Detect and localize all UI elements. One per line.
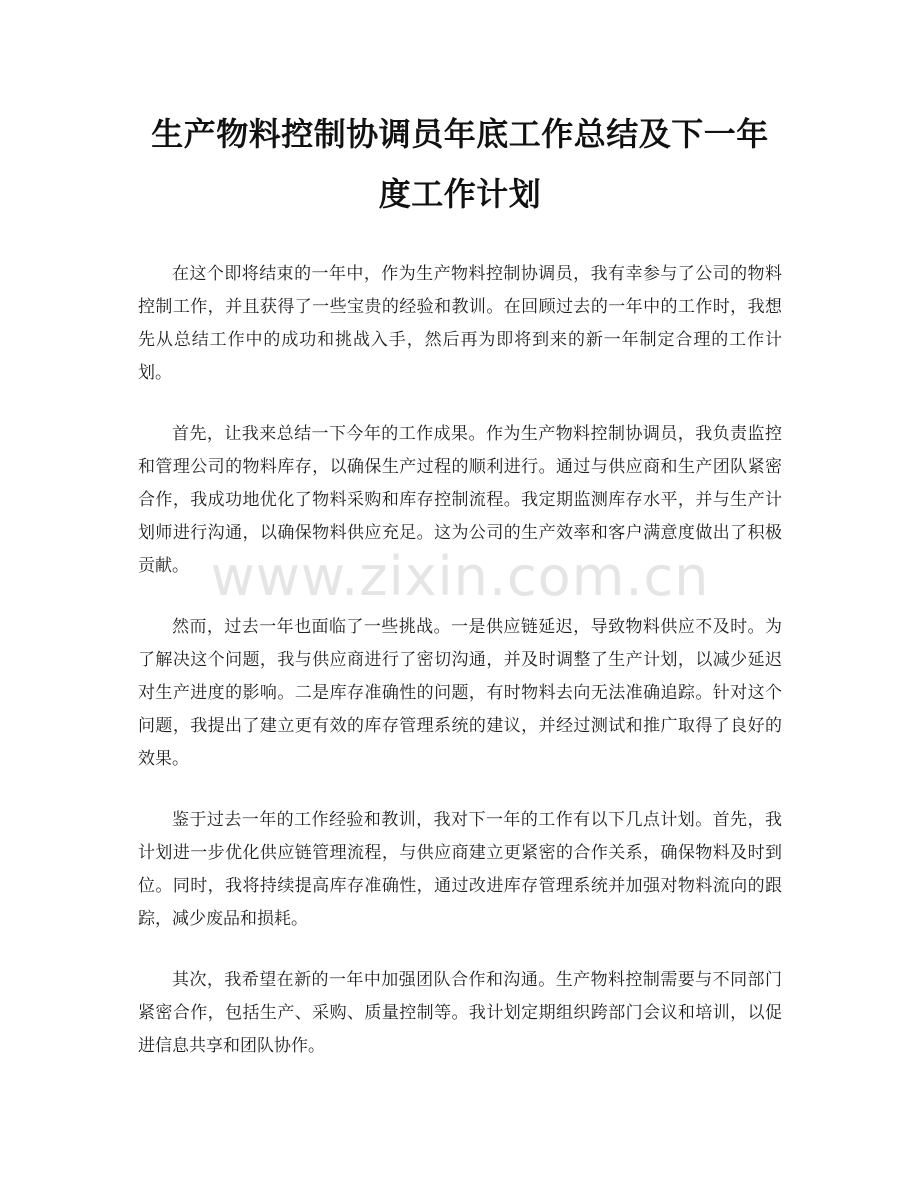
paragraph-2: 首先，让我来总结一下今年的工作成果。作为生产物料控制协调员，我负责监控和管理公司的物料库存，以确保生产过程的顺利进行。通过与供应商和生产团队紧密合作，我成功地优化了物料采购和库存控制流程。我定期监测库存水平，并与生产计划师进行沟通，以确保物料供应充足。这为公司的生产效率和客户满意度做出了积极贡献。 [138, 424, 782, 576]
document-title: 生产物料控制协调员年底工作总结及下一年度工作计划 [151, 115, 769, 213]
paragraph-5: 其次，我希望在新的一年中加强团队合作和沟通。生产物料控制需要与不同部门紧密合作，包括生产、采购、质量控制等。我计划定期组织跨部门会议和培训，以促进信息共享和团队协作。 [138, 970, 782, 1056]
paragraph-3: 然而，过去一年也面临了一些挑战。一是供应链延迟，导致物料供应不及时。为了解决这个问题，我与供应商进行了密切沟通，并及时调整了生产计划，以减少延迟对生产进度的影响。二是库存准确性的问题，有时物料去向无法准确追踪。针对这个问题，我提出了建立更有效的库存管理系统的建议，并经过测试和推广取得了良好的效果。 [138, 617, 782, 769]
document-body [138, 258, 782, 1063]
paragraph-4: 鉴于过去一年的工作经验和教训，我对下一年的工作有以下几点计划。首先，我计划进一步优化供应链管理流程，与供应商建立更紧密的合作关系，确保物料及时到位。同时，我将持续提高库存准确性，通过改进库存管理系统并加强对物料流向的跟踪，减少废品和损耗。 [138, 810, 782, 929]
watermark: www.zixin.com.cn [210, 545, 710, 608]
paragraph-1: 在这个即将结束的一年中，作为生产物料控制协调员，我有幸参与了公司的物料控制工作，并且获得了一些宝贵的经验和教训。在回顾过去的一年中的工作时，我想先从总结工作中的成功和挑战入手，然后再为即将到来的新一年制定合理的工作计划。 [138, 264, 782, 383]
